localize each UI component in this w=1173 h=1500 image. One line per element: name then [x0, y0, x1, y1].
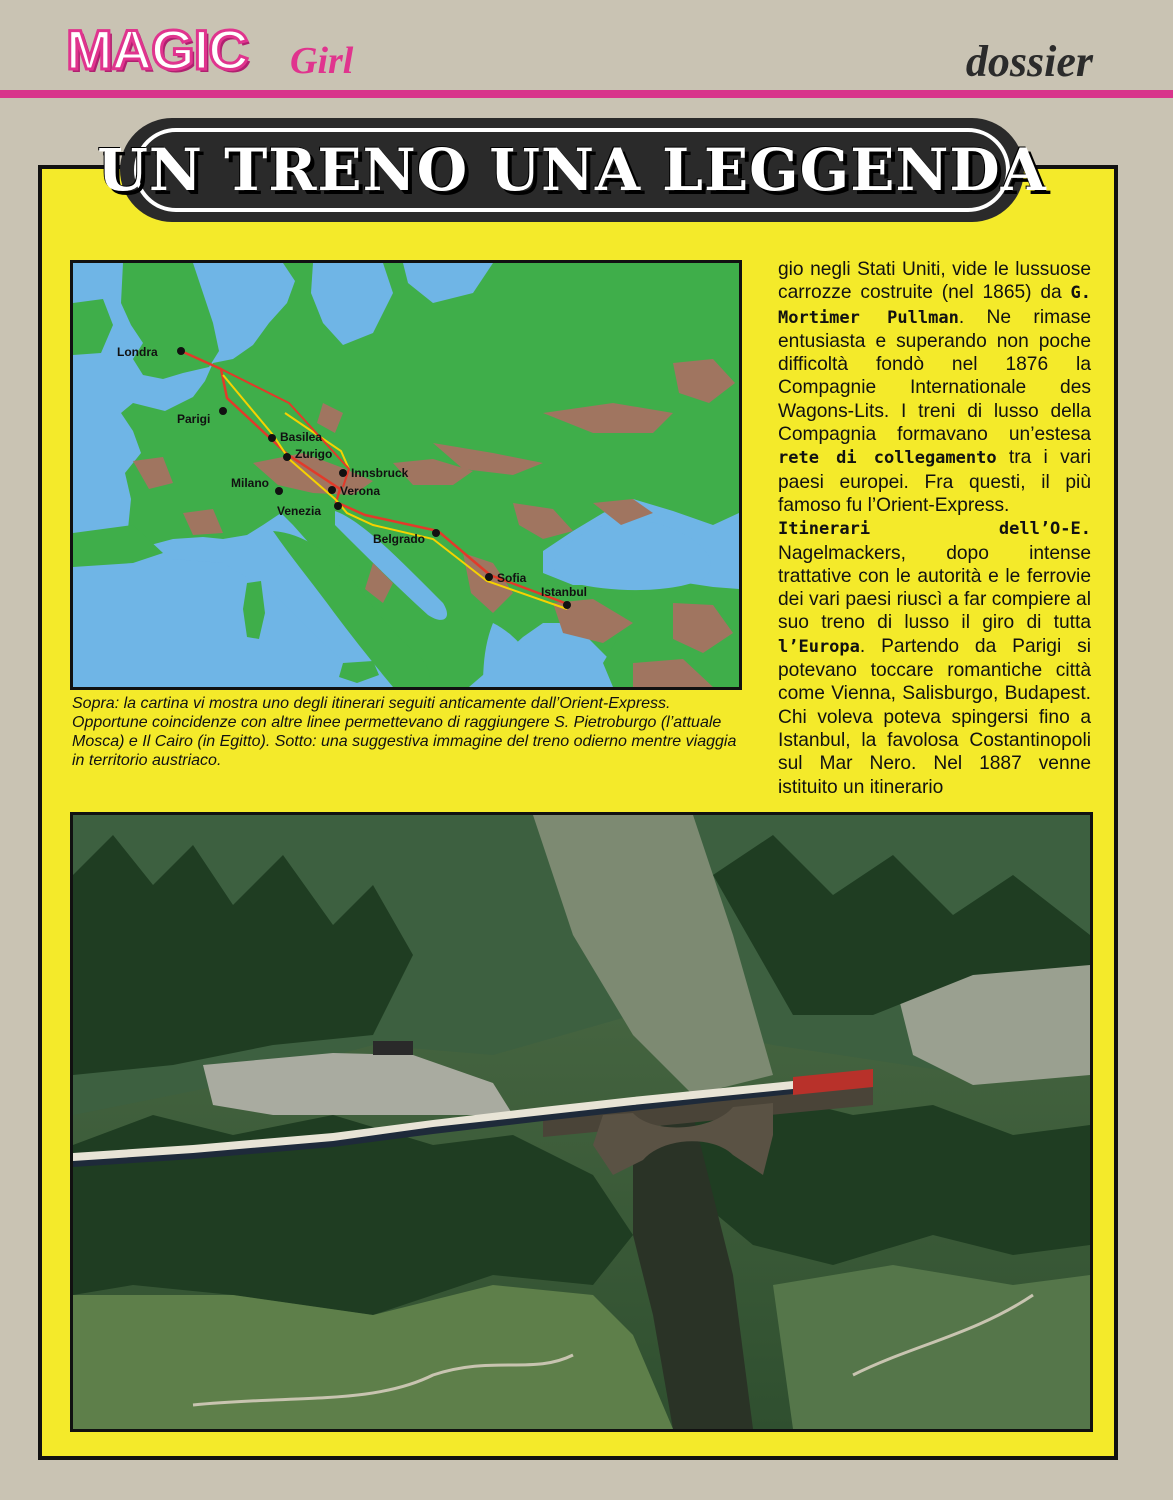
city-dot-innsbruck	[339, 469, 347, 477]
train-photo	[70, 812, 1093, 1432]
article-strong-name: G. Mortimer Pullman	[778, 283, 1091, 328]
article-text: gio negli Stati Uniti, vide le lussuose carrozze costruite (nel 1865) da	[778, 259, 1091, 304]
city-label-venezia: Venezia	[277, 504, 322, 518]
city-dot-milano	[275, 487, 283, 495]
city-dot-istanbul	[563, 601, 571, 609]
section-label: dossier	[965, 37, 1093, 86]
magazine-logo: MAGIC	[66, 18, 248, 81]
city-label-verona: Verona	[340, 484, 381, 498]
article-subheading: Itinerari dell’O-E.	[778, 519, 1091, 540]
article-strong-phrase: l’Europa	[778, 636, 860, 657]
article-paragraph-1	[778, 258, 1091, 517]
city-dot-basilea	[268, 434, 276, 442]
magazine-logo-subtitle: Girl	[290, 40, 354, 82]
article-text: . Ne rimase entusiasta e superando non poche difficoltà fondò nel 1876 la Compagnie Internationale des Wagons-Lits. I treni di lusso della Compagnia formavano un’estesa	[778, 306, 1091, 446]
article-text: . Partendo da Parigi si potevano toccare romantiche città come Vienna, Salisburgo, Budapest. Chi voleva poteva spingersi fino a Istanbul, la favolosa Costantinopoli sul Mar Nero. Nel 1887 venne istituito un itinerario	[778, 635, 1091, 798]
photo-meadow-right	[773, 1265, 1090, 1429]
city-label-parigi: Parigi	[177, 412, 211, 426]
article-strong-phrase: rete di collegamento	[778, 448, 997, 469]
city-dot-verona	[328, 486, 336, 494]
city-label-sofia: Sofia	[497, 571, 527, 585]
header-divider	[0, 90, 1173, 98]
city-dot-belgrado	[432, 529, 440, 537]
title-banner-inner	[97, 128, 1047, 212]
article-text: tra i vari paesi europei. Fra questi, il più famoso fu l’Orient-Express.	[778, 447, 1091, 516]
city-label-milano: Milano	[231, 476, 269, 490]
article-text: Nagelmackers, dopo intense trattative con le autorità e le ferrovie dei vari paesi riuscì a far compiere al suo treno di lusso il giro di tutta	[778, 542, 1091, 634]
city-label-zurigo: Zurigo	[295, 447, 333, 461]
article-paragraph-2	[778, 517, 1091, 799]
city-label-basilea: Basilea	[280, 430, 323, 444]
article-text-column	[778, 258, 1091, 799]
photo-tunnel	[373, 1041, 413, 1055]
city-label-innsbruck: Innsbruck	[351, 466, 409, 480]
city-dot-sofia	[485, 573, 493, 581]
route-map	[70, 260, 742, 690]
city-label-istanbul: Istanbul	[541, 585, 588, 599]
city-label-belgrado: Belgrado	[373, 532, 426, 546]
city-dot-venezia	[334, 502, 342, 510]
city-dot-parigi	[219, 407, 227, 415]
city-dot-zurigo	[283, 453, 291, 461]
city-label-londra: Londra	[117, 345, 158, 359]
city-dot-londra	[177, 347, 185, 355]
page-title: UN TRENO UNA LEGGENDA	[97, 136, 1047, 204]
map-caption: Sopra: la cartina vi mostra uno degli itinerari seguiti anticamente dall’Orient-Express. Opportune coincidenze con altre linee permettevano di raggiungere S. Pietroburgo (l’attuale Mosca) e Il Cairo (in Egitto). Sotto: una suggestiva immagine del treno odierno mentre viaggia in territorio austriaco.	[72, 695, 737, 769]
